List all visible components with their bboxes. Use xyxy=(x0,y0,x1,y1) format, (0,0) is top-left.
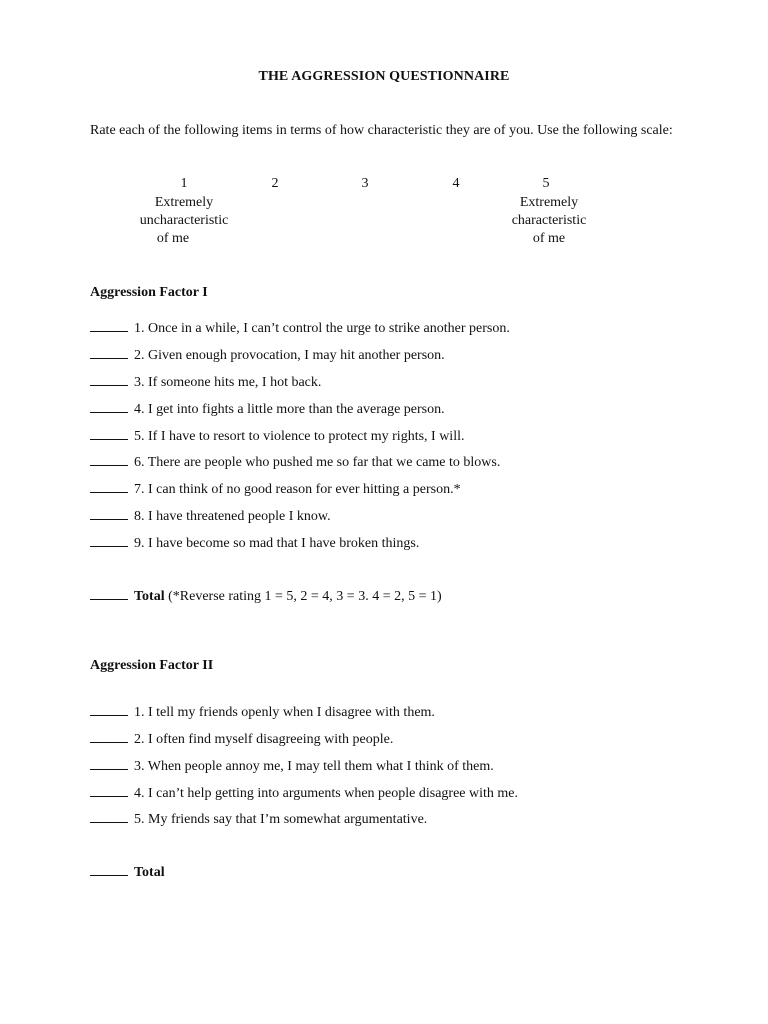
item-text: 6. There are people who pushed me so far that we came to blows. xyxy=(134,455,501,470)
item-text: 7. I can think of no good reason for ever hitting a person.* xyxy=(134,482,461,497)
scale-number-1: 1 xyxy=(180,176,188,191)
item-text: 5. My friends say that I’m somewhat argumentative. xyxy=(134,812,428,827)
item-text: 3. When people annoy me, I may tell them what I think of them. xyxy=(134,759,494,774)
item-text: 4. I can’t help getting into arguments when people disagree with me. xyxy=(134,786,518,801)
factor2-heading: Aggression Factor II xyxy=(90,658,214,673)
answer-blank[interactable] xyxy=(90,346,128,359)
item-text: 3. If someone hits me, I hot back. xyxy=(134,375,322,390)
list-item xyxy=(90,480,461,498)
scale-number-4: 4 xyxy=(452,176,460,191)
total-blank[interactable] xyxy=(90,587,128,600)
answer-blank[interactable] xyxy=(90,373,128,386)
list-item xyxy=(90,346,445,364)
answer-blank[interactable] xyxy=(90,534,128,547)
list-item xyxy=(90,373,321,391)
list-item xyxy=(90,730,393,748)
list-item xyxy=(90,784,518,802)
answer-blank[interactable] xyxy=(90,427,128,440)
list-item xyxy=(90,453,500,471)
item-text: 2. Given enough provocation, I may hit another person. xyxy=(134,348,445,363)
list-item xyxy=(90,810,427,828)
total-label: Total xyxy=(134,865,165,880)
answer-blank[interactable] xyxy=(90,400,128,413)
answer-blank[interactable] xyxy=(90,784,128,797)
scale-high-line-1: Extremely xyxy=(519,195,579,210)
total-blank[interactable] xyxy=(90,863,128,876)
scale-high-line-2: characteristic xyxy=(511,213,587,228)
item-text: 1. I tell my friends openly when I disagree with them. xyxy=(134,705,435,720)
page-title: THE AGGRESSION QUESTIONNAIRE xyxy=(258,69,510,84)
scale-number-3: 3 xyxy=(361,176,369,191)
factor1-heading: Aggression Factor I xyxy=(90,285,208,300)
total-label: Total xyxy=(134,589,165,604)
scale-low-line-1: Extremely xyxy=(154,195,214,210)
item-text: 8. I have threatened people I know. xyxy=(134,509,331,524)
list-item xyxy=(90,703,435,721)
total-note: (*Reverse rating 1 = 5, 2 = 4, 3 = 3. 4 = 2, 5 = 1) xyxy=(168,589,442,604)
answer-blank[interactable] xyxy=(90,319,128,332)
list-item xyxy=(90,534,419,552)
item-text: 5. If I have to resort to violence to protect my rights, I will. xyxy=(134,429,465,444)
item-text: 2. I often find myself disagreeing with people. xyxy=(134,732,394,747)
scale-number-2: 2 xyxy=(271,176,279,191)
scale-low-line-2: uncharacteristic xyxy=(139,213,229,228)
item-text: 4. I get into fights a little more than the average person. xyxy=(134,402,445,417)
factor2-total-row xyxy=(90,863,165,881)
item-text: 9. I have become so mad that I have broken things. xyxy=(134,536,420,551)
item-text: 1. Once in a while, I can’t control the urge to strike another person. xyxy=(134,321,510,336)
instructions: Rate each of the following items in terms of how characteristic they are of you. Use the following scale: xyxy=(90,123,673,138)
answer-blank[interactable] xyxy=(90,703,128,716)
list-item xyxy=(90,427,464,445)
answer-blank[interactable] xyxy=(90,757,128,770)
answer-blank[interactable] xyxy=(90,810,128,823)
answer-blank[interactable] xyxy=(90,730,128,743)
scale-low-label xyxy=(114,194,254,248)
list-item xyxy=(90,757,494,775)
answer-blank[interactable] xyxy=(90,453,128,466)
list-item xyxy=(90,400,445,418)
answer-blank[interactable] xyxy=(90,480,128,493)
list-item xyxy=(90,507,331,525)
scale-high-line-3: of me xyxy=(532,231,566,246)
list-item xyxy=(90,319,510,337)
scale-high-label xyxy=(479,194,619,248)
answer-blank[interactable] xyxy=(90,507,128,520)
scale-low-line-3: of me xyxy=(156,231,190,246)
scale-number-5: 5 xyxy=(542,176,550,191)
factor1-total-row xyxy=(90,587,442,605)
